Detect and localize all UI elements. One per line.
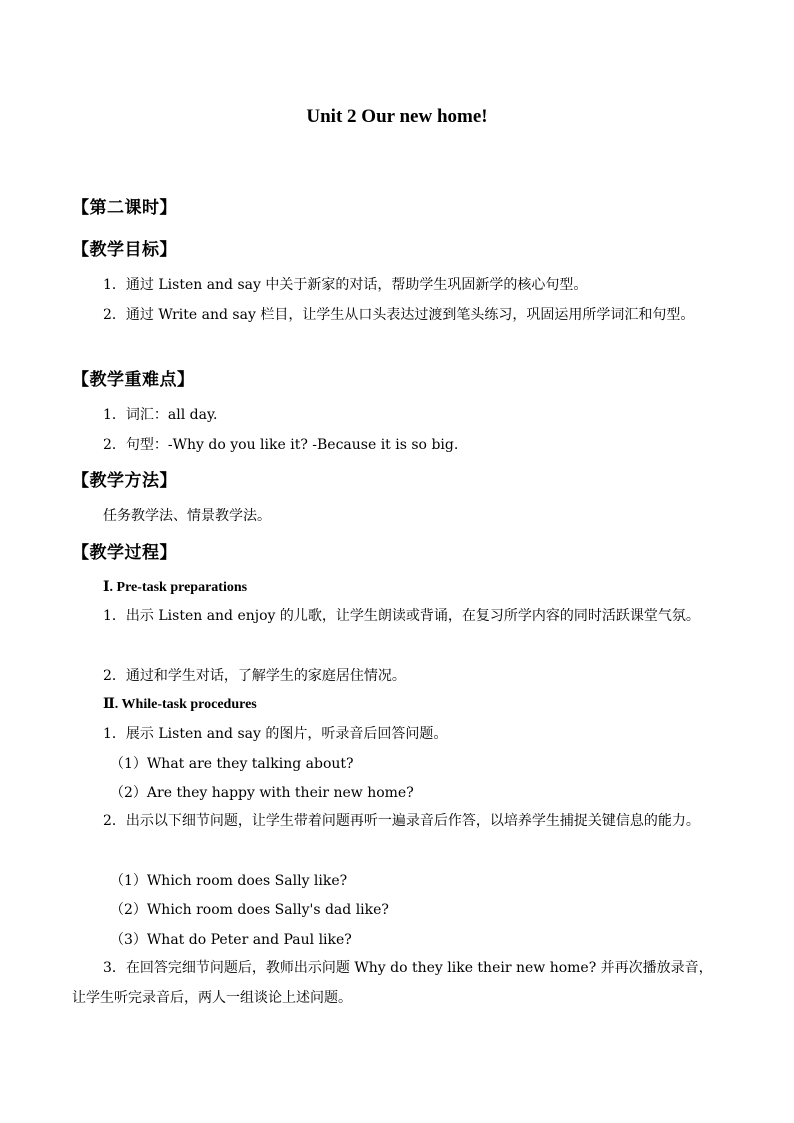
heading-goals: 【教学目标】: [72, 240, 177, 260]
question-line: （2）Are they happy with their new home?: [110, 785, 414, 801]
pre-task-item-1: 1．出示 Listen and enjoy 的儿歌，让学生朗读或背诵，在复习所学内容的同时活跃课堂气氛。: [103, 608, 700, 624]
heading-keypoints: 【教学重难点】: [72, 370, 195, 390]
while-task-item-3: 3．在回答完细节问题后，教师出示问题 Why do they like their new home? 并再次播放录音，让学生听完录音后，两人一组谈论上述问题。: [72, 960, 713, 1006]
while-task-item-1: 1．展示 Listen and say 的图片，听录音后回答问题。: [103, 726, 448, 742]
goal-item-2: 2．通过 Write and say 栏目，让学生从口头表达过渡到笔头练习，巩固运用所学词汇和句型。: [103, 307, 695, 323]
document-title: Unit 2 Our new home!: [306, 106, 488, 127]
heading-methods: 【教学方法】: [72, 471, 177, 491]
goal-item-1: 1．通过 Listen and say 中关于新家的对话，帮助学生巩固新学的核心句型。: [103, 277, 588, 293]
section-while-task-title: Ⅱ. While-task procedures: [103, 697, 257, 712]
question-line: （1）What are they talking about?: [110, 756, 354, 772]
question-line: （3）What do Peter and Paul like?: [110, 932, 352, 948]
question-line: （2）Which room does Sally's dad like?: [110, 902, 389, 918]
methods-text: 任务教学法、情景教学法。: [103, 508, 271, 524]
keypoint-item-1: 1．词汇：all day.: [103, 407, 218, 423]
while-task-item-2: 2．出示以下细节问题，让学生带着问题再听一遍录音后作答，以培养学生捕捉关键信息的能力。: [103, 813, 700, 829]
heading-lesson: 【第二课时】: [72, 198, 177, 218]
pre-task-item-2: 2．通过和学生对话，了解学生的家庭居住情况。: [103, 668, 406, 684]
keypoint-item-2: 2．句型：-Why do you like it? -Because it is so big.: [103, 437, 459, 453]
section-pre-task-title: Ⅰ. Pre-task preparations: [103, 580, 248, 595]
question-line: （1）Which room does Sally like?: [110, 873, 348, 889]
heading-process: 【教学过程】: [72, 543, 177, 563]
